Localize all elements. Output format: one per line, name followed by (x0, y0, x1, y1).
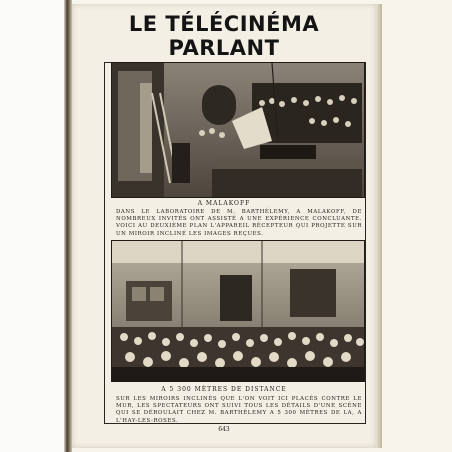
book-gutter (64, 0, 72, 452)
photo-audience-distance (111, 240, 365, 382)
caption-title-1: A MALAKOFF (197, 200, 251, 207)
page-edge (376, 4, 382, 448)
photo-laboratory-malakoff (111, 62, 365, 198)
caption-text-1: DANS LE LABORATOIRE DE M. BARTHÉLEMY, A MALAKOFF, DE NOMBREUX INVITÉS ONT ASSISTÉ A UNE EXPÉRIENCE CONCLUANTE. VOICI AU DEUXIÈME PLAN L'APPAREIL RÉCEPTEUR QUI PROJETTE SUR UN MIROIR INCLINÉ LES IMAGES REÇUES. (116, 209, 362, 237)
caption-text-2: SUR LES MIROIRS INCLINÉS QUE L'ON VOIT ICI PLACÉS CONTRE LE MUR, LES SPECTATEURS ONT SUIVI TOUS LES DÉTAILS D'UNE SCÈNE QUI SE DÉROULAIT CHEZ M. BARTHÉLEMY A 5 300 MÈTRES DE LA, A L'HAY-LES-ROSES. (116, 396, 362, 424)
caption-title-2: A 5 300 MÈTRES DE DISTANCE (161, 386, 287, 393)
page-number: 643 (218, 426, 230, 433)
page-title: LE TÉLÉCINÉMA PARLANT (128, 12, 320, 60)
